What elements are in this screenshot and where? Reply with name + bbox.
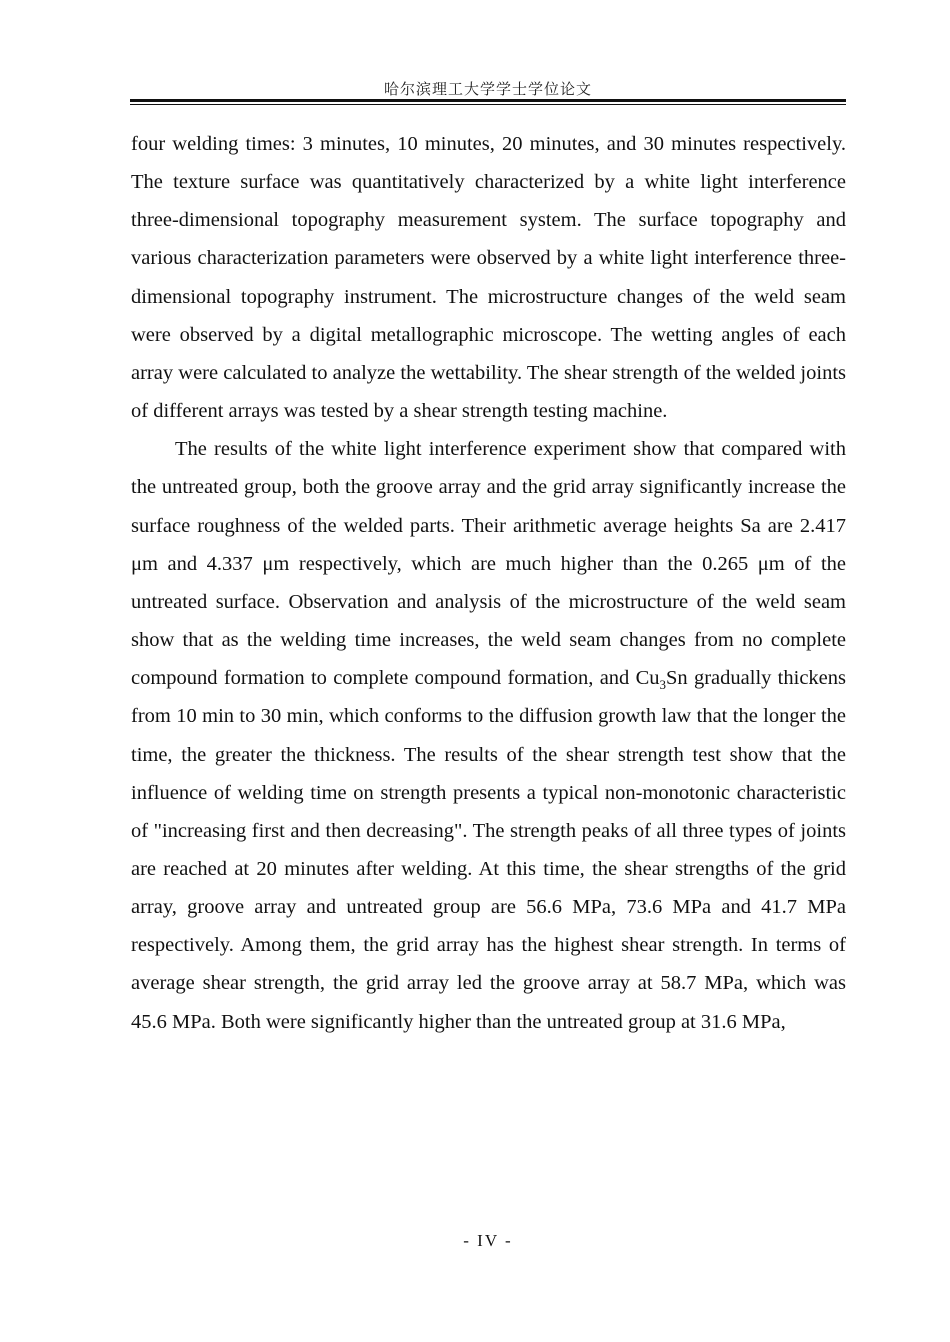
header-divider-thick — [130, 99, 846, 102]
header-divider-thin — [130, 104, 846, 105]
paragraph-2-text-start: The results of the white light interference experiment show that compared with the untreated group, both the groove array and the grid array significantly increase the surface roughness of the welded parts. Their arithmetic average heights Sa are 2.417 μm and 4.337 μm respectively, which are much higher than the 0.265 μm of the untreated surface. Observation and analysis of the microstructure of the weld seam show that as the welding time increases, the weld seam changes from no complete compound formation to complete compound formation, and Cu — [131, 438, 846, 690]
chemical-subscript: 3 — [659, 677, 667, 693]
document-body — [131, 125, 846, 1041]
paragraph-2-text-end: Sn gradually thickens from 10 min to 30 min, which conforms to the diffusion growth law that the longer the time, the greater the thickness. The results of the shear strength test show that the influence of welding time on strength presents a typical non-monotonic characteristic of "increasing first and then decreasing". The strength peaks of all three types of joints are reached at 20 minutes after welding. At this time, the shear strengths of the grid array, groove array and untreated group are 56.6 MPa, 73.6 MPa and 41.7 MPa respectively. Among them, the grid array has the highest shear strength. In terms of average shear strength, the grid array led the groove array at 58.7 MPa, which was 45.6 MPa. Both were significantly higher than the untreated group at 31.6 MPa, — [131, 667, 846, 1033]
page-header-title: 哈尔滨理工大学学士学位论文 — [383, 80, 592, 98]
page-number: - IV - — [463, 1231, 513, 1250]
body-paragraph-1: four welding times: 3 minutes, 10 minutes, 20 minutes, and 30 minutes respectively. The texture surface was quantitatively characterized by a white light interference three-dimensional topography measurement system. The surface topography and various characterization parameters were observed by a white light interference three-dimensional topography instrument. The microstructure changes of the weld seam were observed by a digital metallographic microscope. The wetting angles of each array were calculated to analyze the wettability. The shear strength of the welded joints of different arrays was tested by a shear strength testing machine. — [131, 133, 846, 423]
body-paragraph-2 — [131, 430, 846, 1041]
